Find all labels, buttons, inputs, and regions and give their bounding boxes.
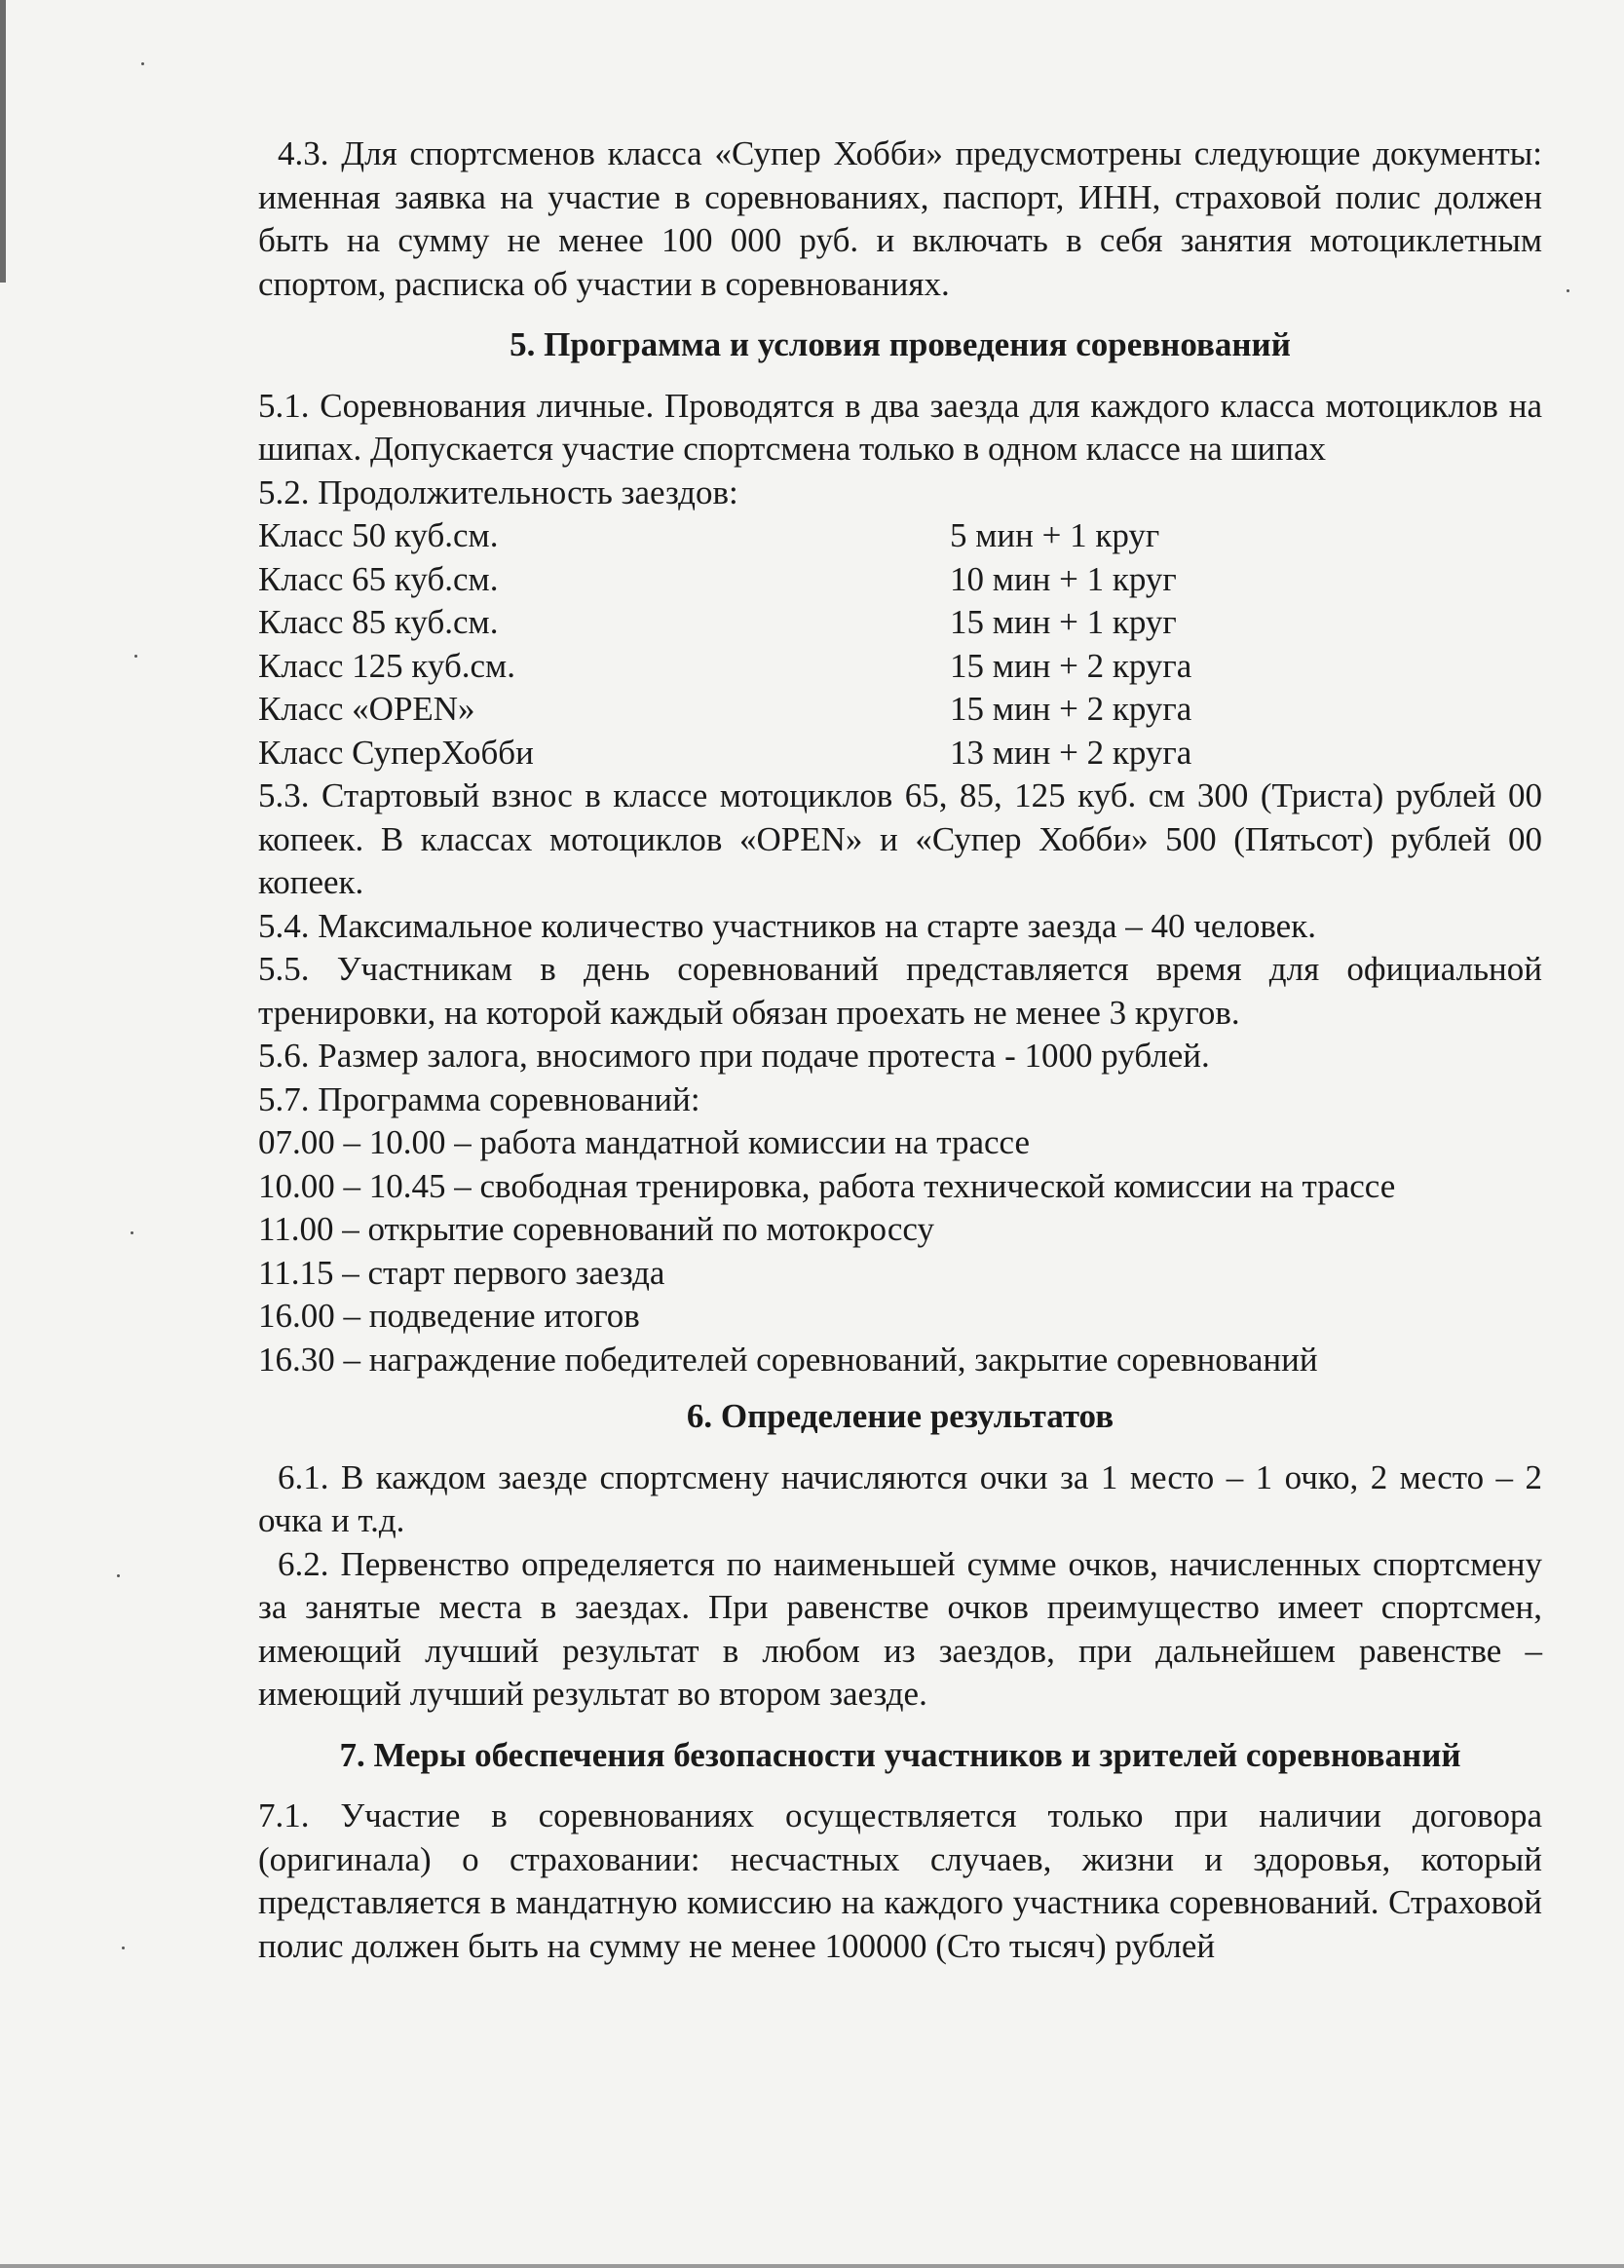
duration-class: Класс 65 куб.см. [258, 559, 499, 598]
schedule-item: 16.30 – награждение победителей соревнований, закрытие соревнований [258, 1340, 1318, 1379]
duration-time: 5 мин + 1 круг [950, 516, 1160, 554]
paragraph-5-7: 5.7. Программа соревнований: [258, 1079, 700, 1118]
duration-row [258, 558, 1542, 602]
schedule-item: 10.00 – 10.45 – свободная тренировка, работа технической комиссии на трассе [258, 1166, 1396, 1205]
duration-row [258, 688, 1542, 732]
duration-row [258, 514, 1542, 558]
section-6-heading: 6. Определение результатов [686, 1397, 1114, 1435]
duration-class: Класс 50 куб.см. [258, 516, 499, 554]
paragraph-4-3: 4.3. Для спортсменов класса «Супер Хобби» предусмотрены следующие документы: именная заявка на участие в соревнованиях, паспорт, ИНН, страховой полис должен быть на сумму не менее 100 000 руб. и включать в себя занятия мотоциклетным спортом, расписка об участии в соревнованиях. [258, 134, 1542, 303]
duration-row [258, 645, 1542, 689]
scan-speck [117, 1574, 120, 1577]
scan-speck [134, 655, 137, 658]
schedule-item: 07.00 – 10.00 – работа мандатной комиссии на трассе [258, 1123, 1031, 1161]
duration-time: 15 мин + 2 круга [950, 646, 1192, 685]
scan-edge-bottom [0, 2264, 1624, 2268]
scan-speck [122, 1947, 125, 1949]
schedule-item: 16.00 – подведение итогов [258, 1297, 640, 1335]
duration-table [258, 514, 1542, 775]
duration-row [258, 601, 1542, 645]
section-7-heading: 7. Меры обеспечения безопасности участников и зрителей соревнований [339, 1735, 1461, 1774]
document-body [258, 132, 1542, 1968]
duration-class: Класс 125 куб.см. [258, 646, 515, 685]
duration-class: Класс СуперХобби [258, 733, 534, 772]
paragraph-5-3: 5.3. Стартовый взнос в классе мотоциклов 65, 85, 125 куб. см 300 (Триста) рублей 00 копеек. В классах мотоциклов «OPEN» и «Супер Хобби» 500 (Пятьсот) рублей 00 копеек. [258, 776, 1542, 901]
paragraph-5-4: 5.4. Максимальное количество участников на старте заезда – 40 человек. [258, 906, 1316, 945]
scan-speck [141, 62, 144, 65]
duration-time: 13 мин + 2 круга [950, 733, 1192, 772]
section-5-heading: 5. Программа и условия проведения соревнований [510, 325, 1291, 363]
duration-time: 10 мин + 1 круг [950, 559, 1177, 598]
scan-speck [1567, 289, 1569, 292]
schedule-item: 11.00 – открытие соревнований по мотокроссу [258, 1210, 934, 1248]
paragraph-5-5: 5.5. Участникам в день соревнований представляется время для официальной тренировки, на которой каждый обязан проехать не менее 3 кругов. [258, 950, 1542, 1032]
duration-time: 15 мин + 1 круг [950, 603, 1177, 641]
paragraph-5-6: 5.6. Размер залога, вносимого при подаче протеста - 1000 рублей. [258, 1037, 1210, 1075]
scan-edge [0, 0, 6, 283]
paragraph-5-2: 5.2. Продолжительность заездов: [258, 472, 738, 511]
duration-class: Класс 85 куб.см. [258, 603, 499, 641]
paragraph-6-1: 6.1. В каждом заезде спортсмену начисляются очки за 1 место – 1 очко, 2 место – 2 очка и т.д. [258, 1457, 1542, 1539]
paragraph-5-1: 5.1. Соревнования личные. Проводятся в два заезда для каждого класса мотоциклов на шипах. Допускается участие спортсмена только в одном классе на шипах [258, 386, 1542, 468]
schedule-item: 11.15 – старт первого заезда [258, 1253, 665, 1292]
scan-speck [131, 1231, 133, 1234]
duration-class: Класс «OPEN» [258, 690, 475, 728]
schedule-list [258, 1121, 1542, 1381]
duration-time: 15 мин + 2 круга [950, 690, 1192, 728]
duration-row [258, 732, 1542, 775]
paragraph-6-2: 6.2. Первенство определяется по наименьшей сумме очков, начисленных спортсмену за занятые места в заездах. При равенстве очков преимущество имеет спортсмен, имеющий лучший результат в любом из заездов, при дальнейшем равенстве – имеющий лучший результат во втором заезде. [258, 1544, 1542, 1713]
paragraph-7-1: 7.1. Участие в соревнованиях осуществляется только при наличии договора (оригинала) о страховании: несчастных случаев, жизни и здоровья, который представляется в мандатную комиссию на каждого участника соревнований. Страховой полис должен быть на сумму не менее 100000 (Сто тысяч) рублей [258, 1796, 1542, 1965]
